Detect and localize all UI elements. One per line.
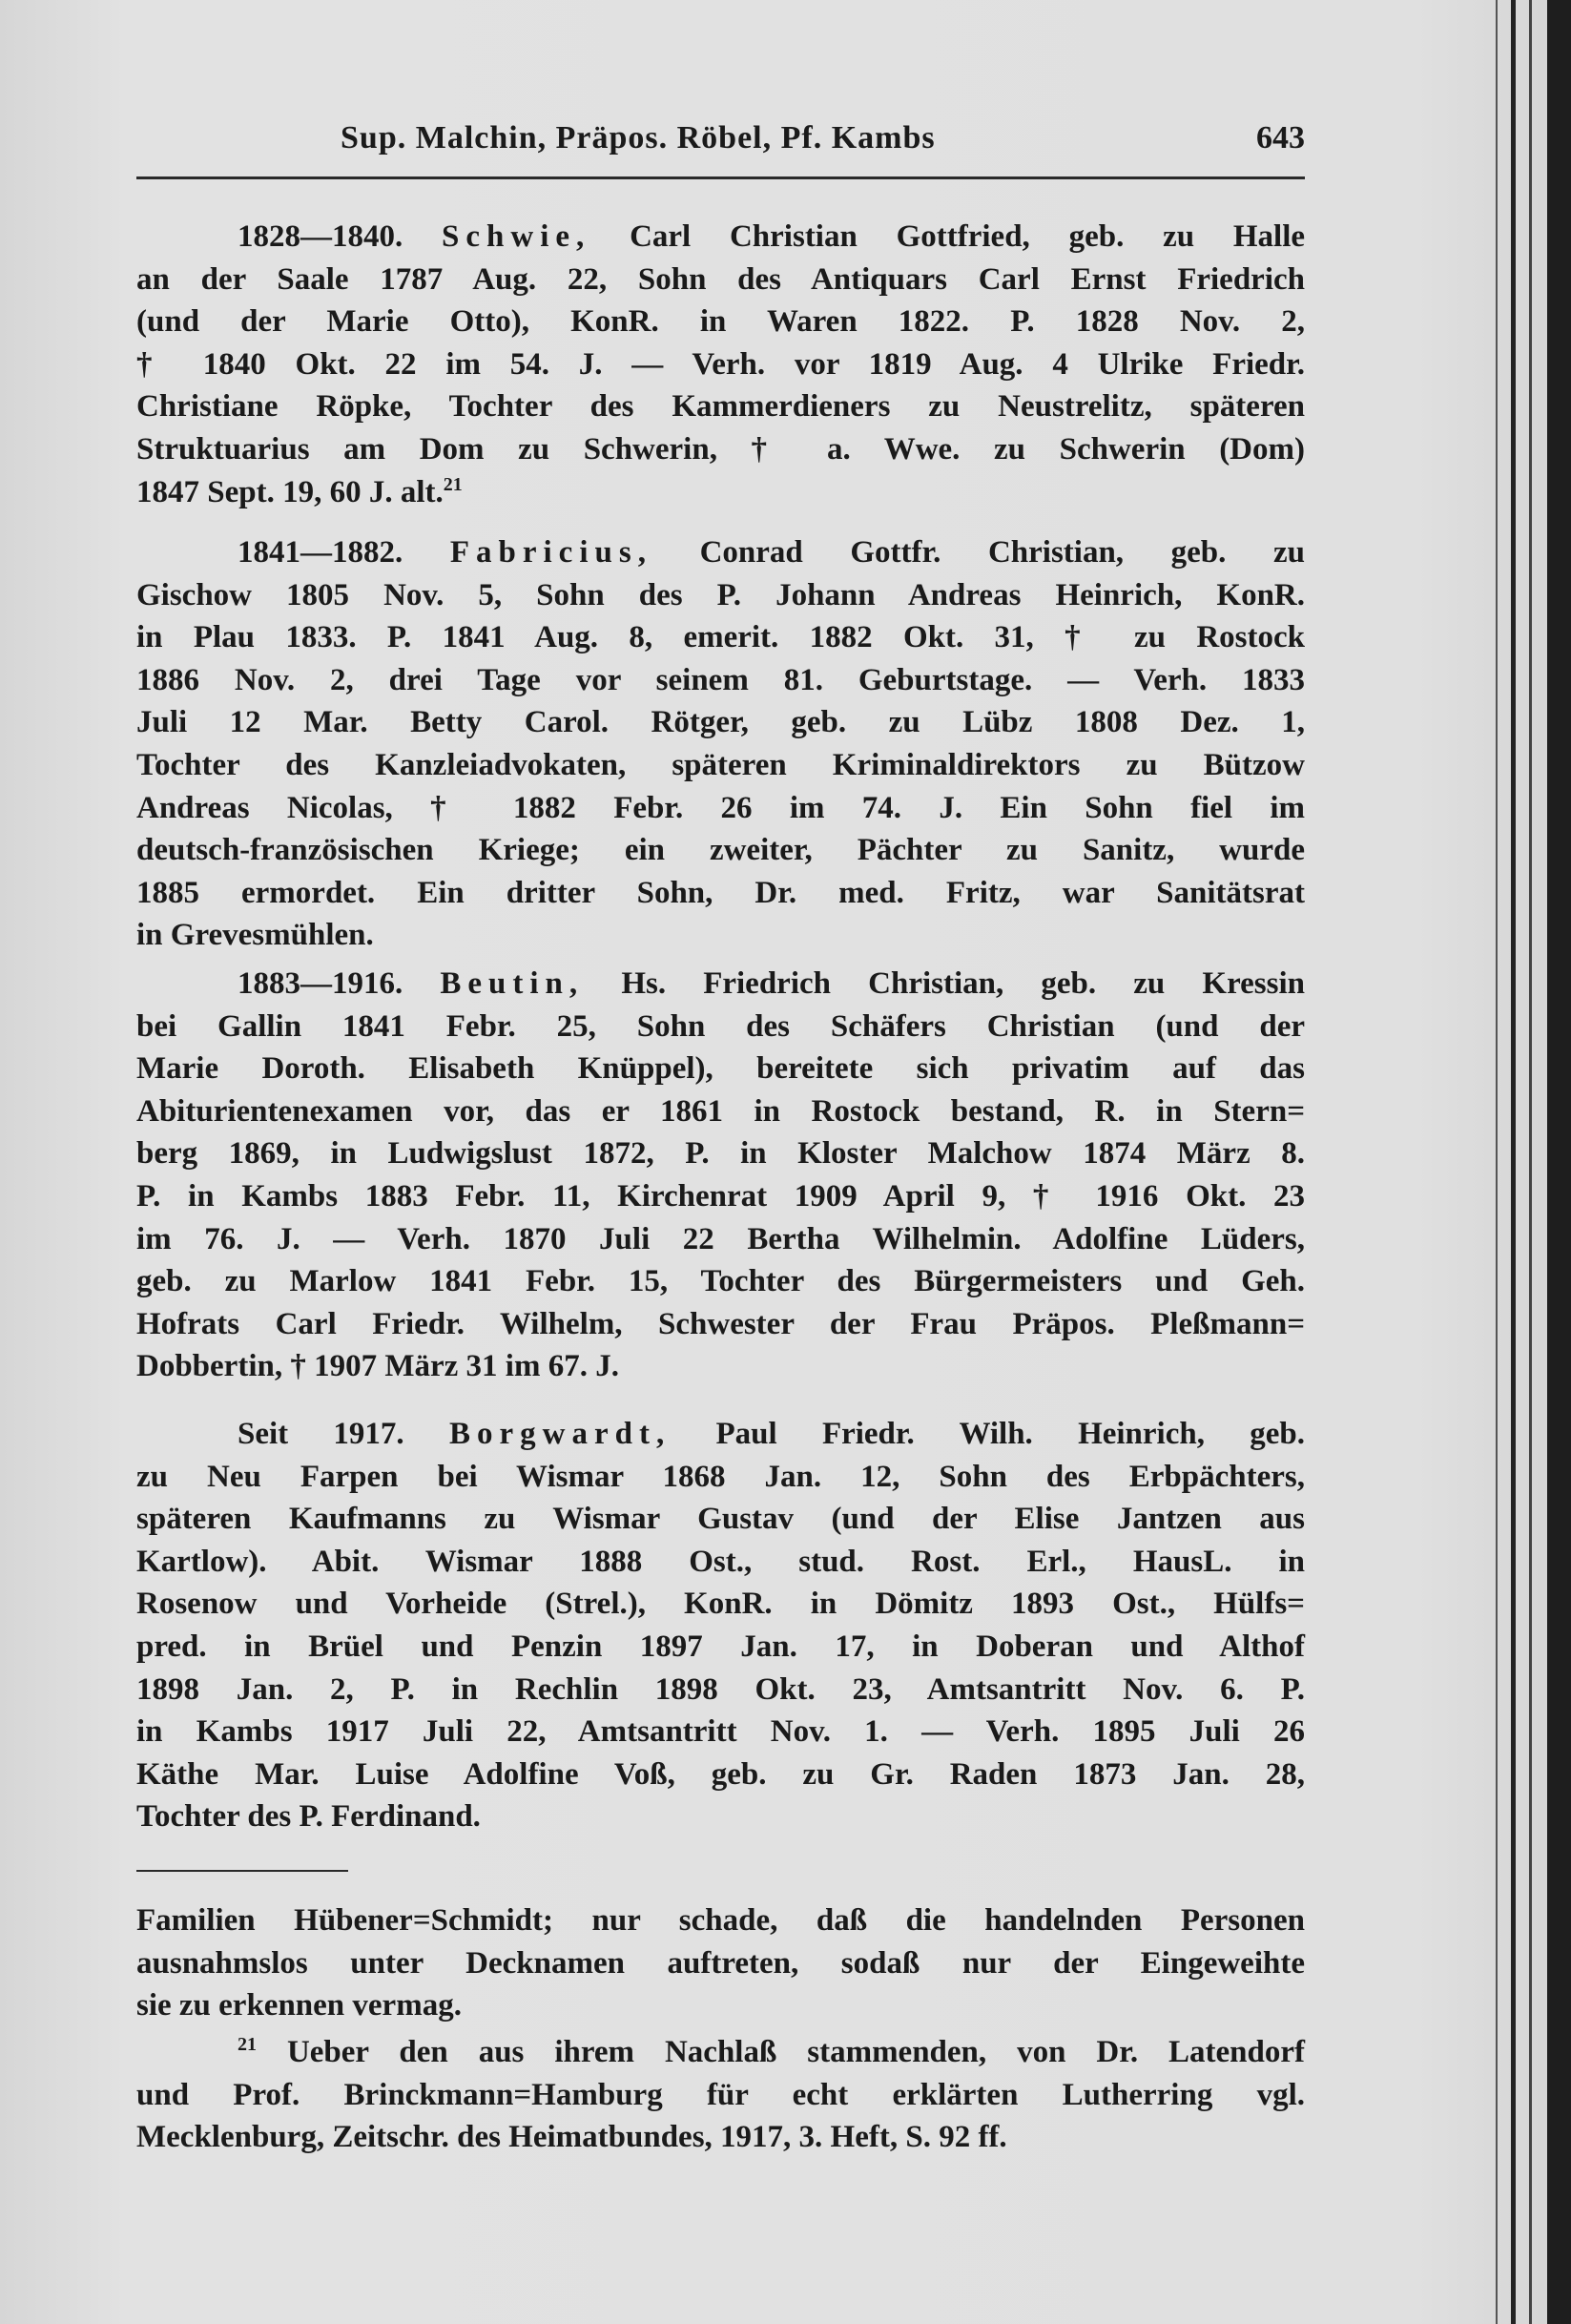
text-line [136,1218,1305,1261]
footnote-line: Familien Hübener=Schmidt; nur schade, daß die handelnden Personen [136,1903,1305,1938]
footnote-line: und Prof. Brinckmann=Hamburg für echt erklärten Lutherring vgl. [136,2077,1305,2112]
text-line [136,787,1305,830]
text-line-content: Marie Doroth. Elisabeth Knüppel), bereitete sich privatim auf das [136,1051,1305,1087]
text-line [136,1090,1305,1133]
entry-first-rest: Paul Friedr. Wilh. Heinrich, geb. [715,1417,1306,1451]
binding-edge [1547,0,1571,2324]
footnote-continuation [136,1899,1305,2026]
header-title: Sup. Malchin, Präpos. Röbel, Pf. Kambs [341,120,936,156]
text-line-content: P. in Kambs 1883 Febr. 11, Kirchenrat 1909 April 9, † 1916 Okt. 23 [136,1178,1305,1214]
text-line [136,343,1305,386]
text-line [136,1006,1305,1048]
text-line-content: 1847 Sept. 19, 60 J. alt. [136,474,444,509]
text-line-content: Abiturientenexamen vor, das er 1861 in Rostock bestand, R. in Stern= [136,1093,1305,1129]
text-line [136,829,1305,872]
entry-years: 1841—1882. [238,535,403,570]
text-line [136,1260,1305,1303]
text-line [136,1175,1305,1218]
entry-name: Beutin, [440,966,585,1001]
text-line-content: Kartlow). Abit. Wismar 1888 Ost., stud. Rost. Erl., HausL. in [136,1544,1305,1579]
text-line-content: Tochter des Kanzleiadvokaten, späteren Kriminaldirektors zu Bützow [136,747,1305,782]
footnote-number: 21 [238,2034,257,2055]
text-line-content: Tochter des P. Ferdinand. [136,1799,481,1835]
text-line-content: Struktuarius am Dom zu Schwerin, † a. Wwe. zu Schwerin (Dom) [136,431,1305,467]
text-line [136,1456,1305,1499]
text-line [136,1669,1305,1712]
entry-paragraph [136,216,1305,513]
text-line-content: 1885 ermordet. Ein dritter Sohn, Dr. med. Fritz, war Sanitätsrat [136,875,1305,910]
text-line-content: 1898 Jan. 2, P. in Rechlin 1898 Okt. 23, Amtsantritt Nov. 6. P. [136,1671,1305,1707]
footnote-ref: 21 [443,473,463,495]
text-line [136,744,1305,787]
entry-first-rest: Carl Christian Gottfried, geb. zu Halle [630,219,1306,254]
footnote-line: Mecklenburg, Zeitschr. des Heimatbundes, 1917, 3. Heft, S. 92 ff. [136,2120,1007,2155]
text-line-content: pred. in Brüel und Penzin 1897 Jan. 17, in Doberan und Althof [136,1629,1305,1664]
text-line [136,1626,1305,1669]
entry-years: 1828—1840. [238,219,403,254]
text-line [136,259,1305,301]
text-line [136,1498,1305,1541]
text-line-content: † 1840 Okt. 22 im 54. J. — Verh. vor 1819 Aug. 4 Ulrike Friedr. [136,346,1305,382]
text-line-content: Juli 12 Mar. Betty Carol. Rötger, geb. zu Lübz 1808 Dez. 1, [136,705,1305,740]
text-line [136,471,1305,514]
entry-first-line [136,531,1305,574]
text-line [136,914,1305,957]
footnote-separator [136,1870,348,1872]
entry-first-rest: Hs. Friedrich Christian, geb. zu Kressin [621,966,1305,1001]
text-line [136,428,1305,471]
entry-first-rest: Conrad Gottfr. Christian, geb. zu [699,535,1306,570]
text-line [136,659,1305,702]
entry-years: Seit 1917. [238,1417,404,1451]
text-line-content: Andreas Nicolas, † 1882 Febr. 26 im 74. J. Ein Sohn fiel im [136,790,1305,825]
text-line [136,1753,1305,1796]
text-line [136,872,1305,915]
entry-first-line [136,963,1305,1006]
text-line-content: 1886 Nov. 2, drei Tage vor seinem 81. Geburtstage. — Verh. 1833 [136,662,1305,697]
text-line [136,701,1305,744]
header-rule [136,176,1305,179]
footnote-first-line [136,2030,1305,2073]
footnote-text: Ueber den aus ihrem Nachlaß stammenden, von Dr. Latendorf [286,2035,1306,2069]
binding-edge [1511,0,1516,2324]
entry-paragraph [136,963,1305,1388]
text-line [136,1132,1305,1175]
text-line-content: Christiane Röpke, Tochter des Kammerdieners zu Neustrelitz, späteren [136,389,1305,425]
text-line-content: Dobbertin, † 1907 März 31 im 67. J. [136,1349,619,1384]
text-line-content: geb. zu Marlow 1841 Febr. 15, Tochter des Bürgermeisters und Geh. [136,1264,1305,1299]
text-line-content: in Kambs 1917 Juli 22, Amtsantritt Nov. 1. — Verh. 1895 Juli 26 [136,1714,1305,1750]
text-line [136,1303,1305,1346]
text-line [136,1345,1305,1388]
text-line [136,1583,1305,1626]
binding-edge [1529,0,1532,2324]
text-line-content: in Grevesmühlen. [136,918,374,953]
text-line-content: Gischow 1805 Nov. 5, Sohn des P. Johann Andreas Heinrich, KonR. [136,577,1305,612]
binding-edge [1496,0,1498,2324]
text-line-content: deutsch-französischen Kriege; ein zweiter, Pächter zu Sanitz, wurde [136,833,1305,868]
entry-paragraph [136,531,1305,957]
text-line [136,1795,1305,1838]
text-line-content: Hofrats Carl Friedr. Wilhelm, Schwester der Frau Präpos. Pleßmann= [136,1306,1305,1341]
text-line [136,1711,1305,1753]
text-line-content: Rosenow und Vorheide (Strel.), KonR. in Dömitz 1893 Ost., Hülfs= [136,1587,1305,1622]
footnote-21 [136,2030,1305,2158]
entry-name: Fabricius, [449,535,652,570]
footnote-line: ausnahmslos unter Decknamen auftreten, sodaß nur der Eingeweihte [136,1945,1305,1981]
text-line-content: im 76. J. — Verh. 1870 Juli 22 Bertha Wilhelmin. Adolfine Lüders, [136,1221,1305,1256]
entry-name: Schwie, [442,219,591,254]
text-line-content: in Plau 1833. P. 1841 Aug. 8, emerit. 1882 Okt. 31, † zu Rostock [136,620,1305,655]
text-line-content: an der Saale 1787 Aug. 22, Sohn des Antiquars Carl Ernst Friedrich [136,261,1305,297]
text-line [136,1541,1305,1584]
text-line-content: späteren Kaufmanns zu Wismar Gustav (und der Elise Jantzen aus [136,1502,1305,1537]
entry-paragraph [136,1413,1305,1838]
text-line-content: Käthe Mar. Luise Adolfine Voß, geb. zu Gr. Raden 1873 Jan. 28, [136,1756,1305,1792]
footnote-line: sie zu erkennen vermag. [136,1988,462,2023]
entry-years: 1883—1916. [238,966,403,1001]
text-line-content: bei Gallin 1841 Febr. 25, Sohn des Schäfers Christian (und der [136,1008,1305,1044]
entry-first-line [136,216,1305,259]
text-line-content: (und der Marie Otto), KonR. in Waren 1822. P. 1828 Nov. 2, [136,304,1305,340]
text-line [136,301,1305,343]
text-line-content: berg 1869, in Ludwigslust 1872, P. in Kloster Malchow 1874 März 8. [136,1136,1305,1172]
text-line [136,574,1305,617]
running-header [136,120,1305,162]
page-number: 643 [1256,120,1305,156]
text-line [136,616,1305,659]
text-line [136,1048,1305,1090]
text-line [136,385,1305,428]
text-line-content: zu Neu Farpen bei Wismar 1868 Jan. 12, Sohn des Erbpächters, [136,1459,1305,1494]
entry-first-line [136,1413,1305,1456]
entry-name: Borgwardt, [448,1417,672,1451]
